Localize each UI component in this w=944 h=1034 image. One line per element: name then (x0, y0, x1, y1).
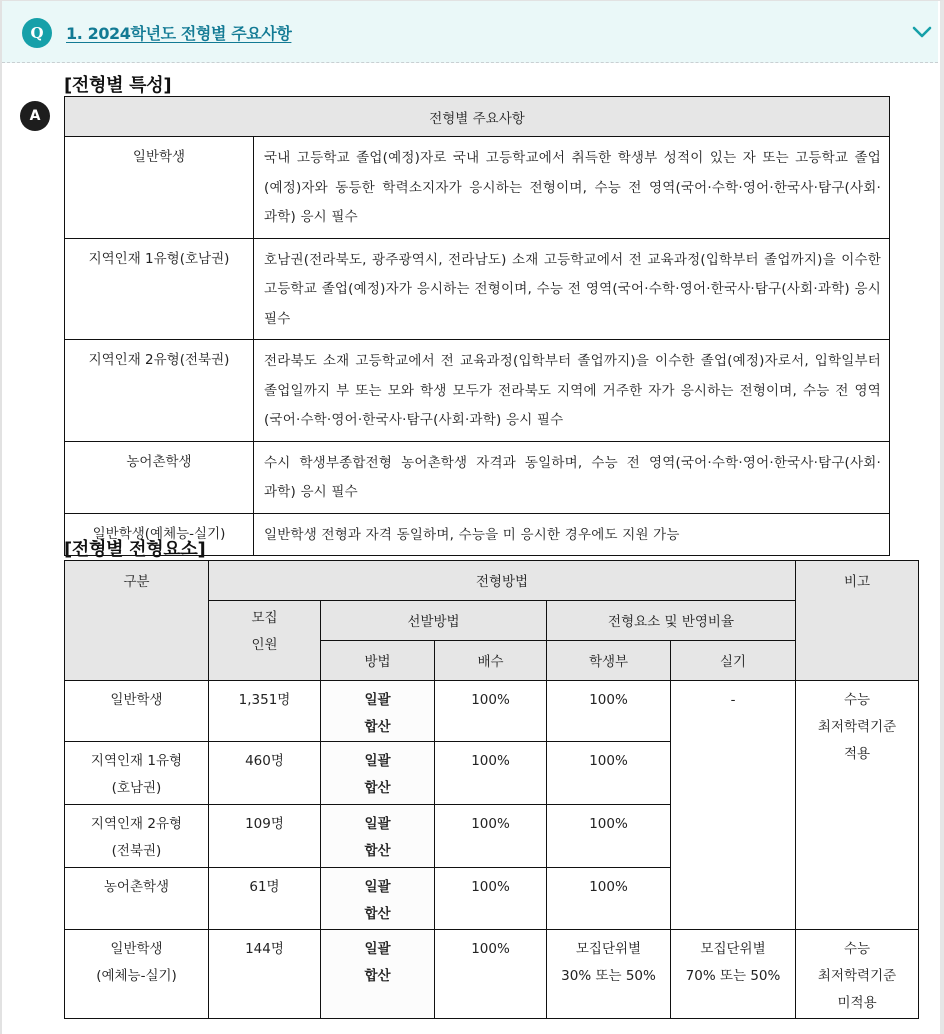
practical-merged: - (671, 681, 796, 930)
category-line2: (전북권) (111, 843, 162, 859)
admission-type: 지역인재 1유형(호남권) (65, 238, 254, 340)
table-header: 전형별 주요사항 (65, 97, 890, 137)
admission-description: 일반학생 전형과 자격 동일하며, 수능을 미 응시한 경우에도 지원 가능 (254, 513, 890, 556)
note-line2: 최저학력기준 (817, 719, 897, 735)
category-line2: (예체능-실기) (96, 968, 177, 984)
note-line1: 수능 (844, 692, 871, 708)
category-line1: 농어촌학생 (103, 879, 170, 895)
header-quota-line1: 모집 (251, 610, 278, 626)
practical-line1: 모집단위별 (700, 941, 766, 957)
quota: 109명 (209, 805, 321, 868)
elements-table (64, 560, 919, 1019)
category (65, 742, 209, 805)
method-line1: 일괄 (364, 753, 391, 769)
quota: 460명 (209, 742, 321, 805)
header-multiple: 배수 (435, 641, 547, 681)
admission-description: 전라북도 소재 고등학교에서 전 교육과정(입학부터 졸업까지)을 이수한 졸업(예정)자로서, 입학일부터 졸업일까지 부 또는 모와 학생 모두가 전라북도 지역에 거주한 자가 응시하는 전형이며, 수능 전 영역(국어·수학·영어·한국사·탐구(사회·과학) 응시 필수 (254, 340, 890, 442)
table-row (65, 681, 919, 742)
note-line1: 수능 (844, 941, 871, 957)
admission-type: 일반학생(예체능-실기) (65, 513, 254, 556)
category (65, 930, 209, 1019)
practical-line2: 70% 또는 50% (685, 968, 781, 984)
category (65, 868, 209, 930)
note-line3: 미적용 (837, 995, 877, 1011)
category-line1: 지역인재 1유형 (90, 753, 183, 769)
header-practical: 실기 (671, 641, 796, 681)
header-record: 학생부 (547, 641, 671, 681)
chevron-down-icon[interactable] (912, 25, 932, 39)
category-line1: 일반학생 (110, 941, 163, 957)
method-line1: 일괄 (364, 941, 391, 957)
quota: 61명 (209, 868, 321, 930)
header-quota (209, 601, 321, 681)
practical (671, 930, 796, 1019)
header-selection: 선발방법 (321, 601, 547, 641)
admission-description: 국내 고등학교 졸업(예정)자로 국내 고등학교에서 취득한 학생부 성적이 있는 자 또는 고등학교 졸업(예정)자와 동등한 학력소지자가 응시하는 전형이며, 수능 전 영역(국어·수학·영어·한국사·탐구(사회·과학) 응시 필수 (254, 137, 890, 239)
header-method-group: 전형방법 (209, 561, 796, 601)
section-heading-characteristics: [전형별 특성] (64, 75, 172, 96)
question-badge-icon: Q (22, 18, 52, 48)
method-line2: 합산 (364, 843, 391, 859)
multiple: 100% (435, 742, 547, 805)
method-line2: 합산 (364, 719, 391, 735)
method (321, 930, 435, 1019)
question-title-link[interactable]: 1. 2024학년도 전형별 주요사항 (66, 24, 292, 43)
category-line1: 일반학생 (110, 692, 163, 708)
method (321, 681, 435, 742)
note-line2: 최저학력기준 (817, 968, 897, 984)
faq-question-bar[interactable] (2, 1, 938, 63)
header-elements: 전형요소 및 반영비율 (547, 601, 796, 641)
table-row (65, 930, 919, 1019)
method (321, 742, 435, 805)
category-line2: (호남권) (111, 780, 162, 796)
category (65, 805, 209, 868)
characteristics-table (64, 96, 890, 556)
note-line3: 적용 (844, 746, 871, 762)
record-line1: 모집단위별 (575, 941, 642, 957)
admission-type: 일반학생 (65, 137, 254, 239)
method-line1: 일괄 (364, 879, 391, 895)
multiple: 100% (435, 930, 547, 1019)
method-line1: 일괄 (364, 692, 391, 708)
admission-description: 수시 학생부종합전형 농어촌학생 자격과 동일하며, 수능 전 영역(국어·수학·영어·한국사·탐구(사회·과학) 응시 필수 (254, 441, 890, 513)
quota: 144명 (209, 930, 321, 1019)
admission-description: 호남권(전라북도, 광주광역시, 전라남도) 소재 고등학교에서 전 교육과정(입학부터 졸업까지)을 이수한 고등학교 졸업(예정)자가 응시하는 전형이며, 수능 전 영역(국어·수학·영어·한국사·탐구(사회·과학) 응시 필수 (254, 238, 890, 340)
record-line2: 30% 또는 50% (561, 968, 656, 984)
answer-badge-icon: A (20, 101, 50, 131)
note (796, 930, 919, 1019)
multiple: 100% (435, 681, 547, 742)
method (321, 868, 435, 930)
header-method: 방법 (321, 641, 435, 681)
multiple: 100% (435, 868, 547, 930)
note-merged (796, 681, 919, 930)
header-quota-line2: 인원 (251, 637, 278, 653)
category (65, 681, 209, 742)
method-line1: 일괄 (364, 816, 391, 832)
record (547, 930, 671, 1019)
method-line2: 합산 (364, 968, 391, 984)
header-category: 구분 (65, 561, 209, 681)
table-row (65, 238, 890, 340)
record: 100% (547, 805, 671, 868)
section-heading-elements: [전형별 전형요소] (64, 539, 206, 560)
table-row (65, 340, 890, 442)
record: 100% (547, 681, 671, 742)
table-row (65, 137, 890, 239)
method (321, 805, 435, 868)
record: 100% (547, 868, 671, 930)
admission-type: 농어촌학생 (65, 441, 254, 513)
admission-type: 지역인재 2유형(전북권) (65, 340, 254, 442)
quota: 1,351명 (209, 681, 321, 742)
header-note: 비고 (796, 561, 919, 681)
record: 100% (547, 742, 671, 805)
method-line2: 합산 (364, 780, 391, 796)
table-row (65, 441, 890, 513)
method-line2: 합산 (364, 906, 391, 922)
multiple: 100% (435, 805, 547, 868)
category-line1: 지역인재 2유형 (90, 816, 183, 832)
